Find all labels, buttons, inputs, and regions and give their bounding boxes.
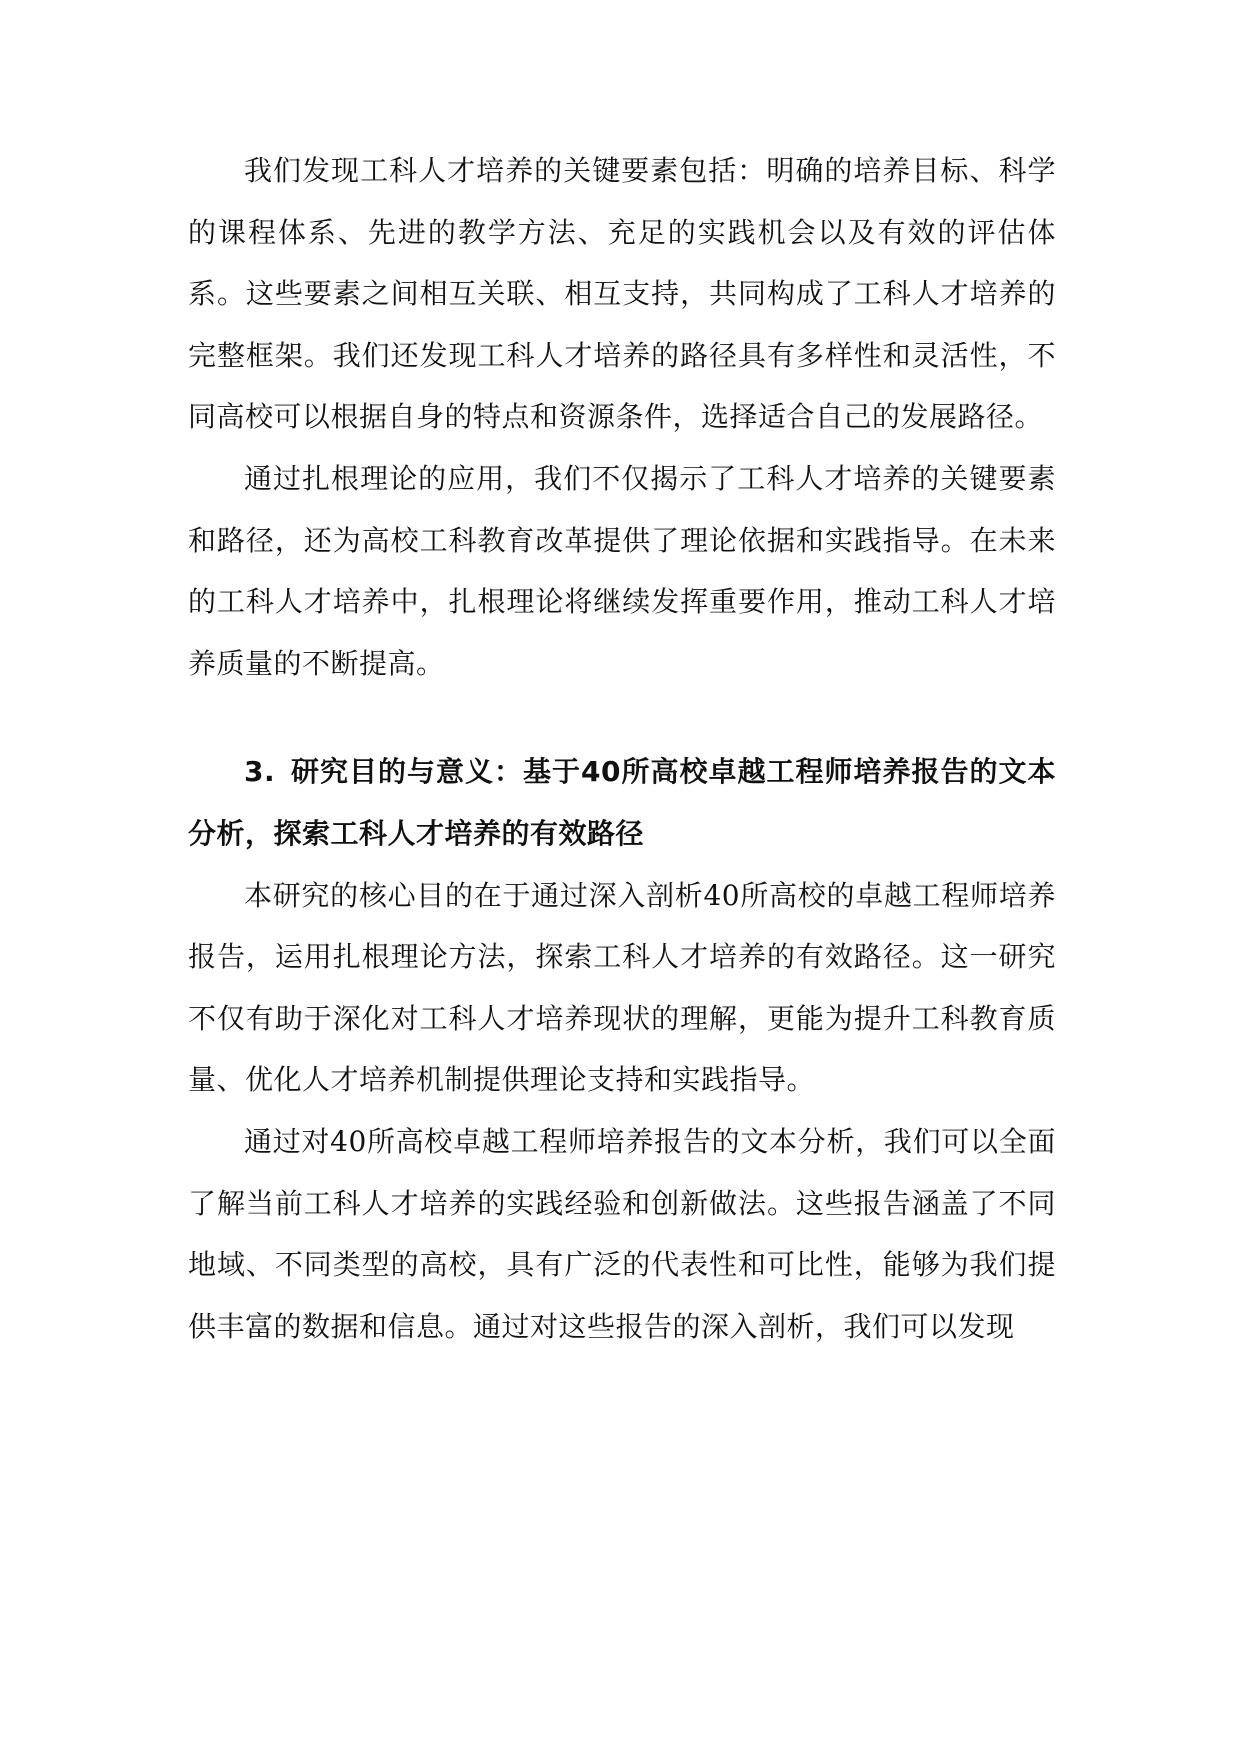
paragraph-text-analysis: 通过对40所高校卓越工程师培养报告的文本分析，我们可以全面了解当前工科人才培养的实践经验和创新做法。这些报告涵盖了不同地域、不同类型的高校，具有广泛的代表性和可比性，能够为我们提供丰富的数据和信息。通过对这些报告的深入剖析，我们可以发现 <box>188 1124 1056 1343</box>
document-body <box>188 140 1056 1357</box>
paragraph-research-purpose: 本研究的核心目的在于通过深入剖析40所高校的卓越工程师培养报告，运用扎根理论方法，探索工科人才培养的有效路径。这一研究不仅有助于深化对工科人才培养现状的理解，更能为提升工科教育质量、优化人才培养机制提供理论支持和实践指导。 <box>188 878 1056 1097</box>
paragraph-grounded-theory-application: 通过扎根理论的应用，我们不仅揭示了工科人才培养的关键要素和路径，还为高校工科教育改革提供了理论依据和实践指导。在未来的工科人才培养中，扎根理论将继续发挥重要作用，推动工科人才培养质量的不断提高。 <box>188 461 1056 680</box>
section-heading <box>188 741 1056 864</box>
paragraph-key-elements: 我们发现工科人才培养的关键要素包括：明确的培养目标、科学的课程体系、先进的教学方法、充足的实践机会以及有效的评估体系。这些要素之间相互关联、相互支持，共同构成了工科人才培养的完整框架。我们还发现工科人才培养的路径具有多样性和灵活性，不同高校可以根据自身的特点和资源条件，选择适合自己的发展路径。 <box>188 154 1056 434</box>
section-title: 研究目的与意义：基于40所高校卓越工程师培养报告的文本分析，探索工科人才培养的有效路径 <box>188 755 1056 850</box>
section-number: 3. <box>244 755 276 789</box>
